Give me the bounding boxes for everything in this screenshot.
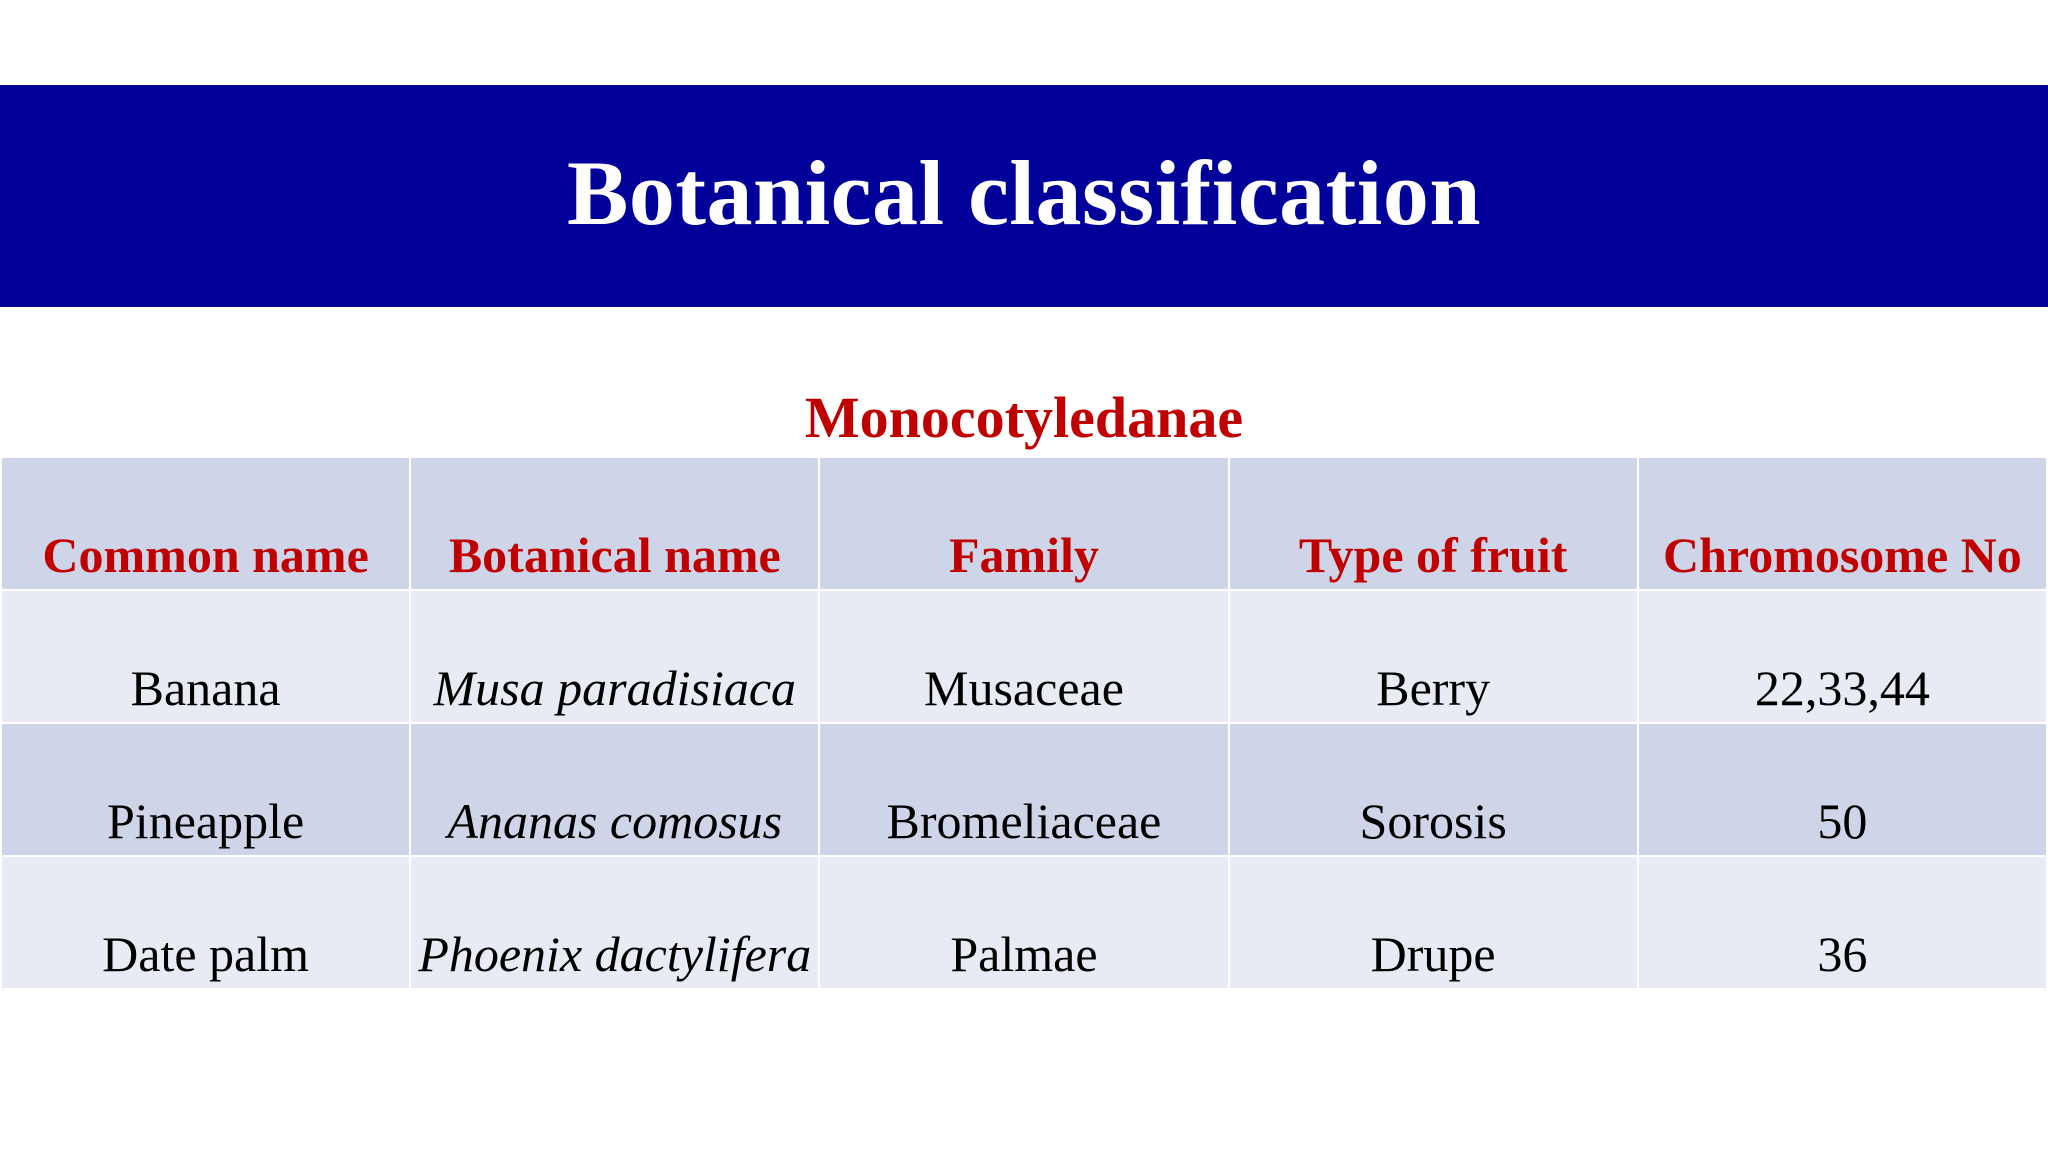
cell-chromosome-no: 36 (1638, 856, 2047, 989)
cell-type-of-fruit: Drupe (1229, 856, 1638, 989)
header-type-of-fruit: Type of fruit (1229, 458, 1638, 590)
cell-family: Bromeliaceae (819, 723, 1228, 856)
cell-botanical-name: Musa paradisiaca (410, 590, 819, 723)
cell-type-of-fruit: Berry (1229, 590, 1638, 723)
header-common-name: Common name (1, 458, 410, 590)
cell-common-name: Date palm (1, 856, 410, 989)
header-family: Family (819, 458, 1228, 590)
header-botanical-name: Botanical name (410, 458, 819, 590)
table-row (1, 856, 2047, 989)
cell-chromosome-no: 22,33,44 (1638, 590, 2047, 723)
cell-family: Musaceae (819, 590, 1228, 723)
title-band (0, 85, 2048, 307)
cell-family: Palmae (819, 856, 1228, 989)
cell-chromosome-no: 50 (1638, 723, 2047, 856)
slide-subtitle: Monocotyledanae (804, 385, 1244, 450)
cell-common-name: Pineapple (1, 723, 410, 856)
table-header-row (1, 458, 2047, 590)
cell-botanical-name: Phoenix dactylifera (410, 856, 819, 989)
slide-title: Botanical classification (566, 142, 1482, 244)
cell-type-of-fruit: Sorosis (1229, 723, 1638, 856)
cell-botanical-name: Ananas comosus (410, 723, 819, 856)
cell-common-name: Banana (1, 590, 410, 723)
classification-table (0, 458, 2048, 990)
table-row (1, 590, 2047, 723)
header-chromosome-no: Chromosome No (1638, 458, 2047, 590)
table-row (1, 723, 2047, 856)
